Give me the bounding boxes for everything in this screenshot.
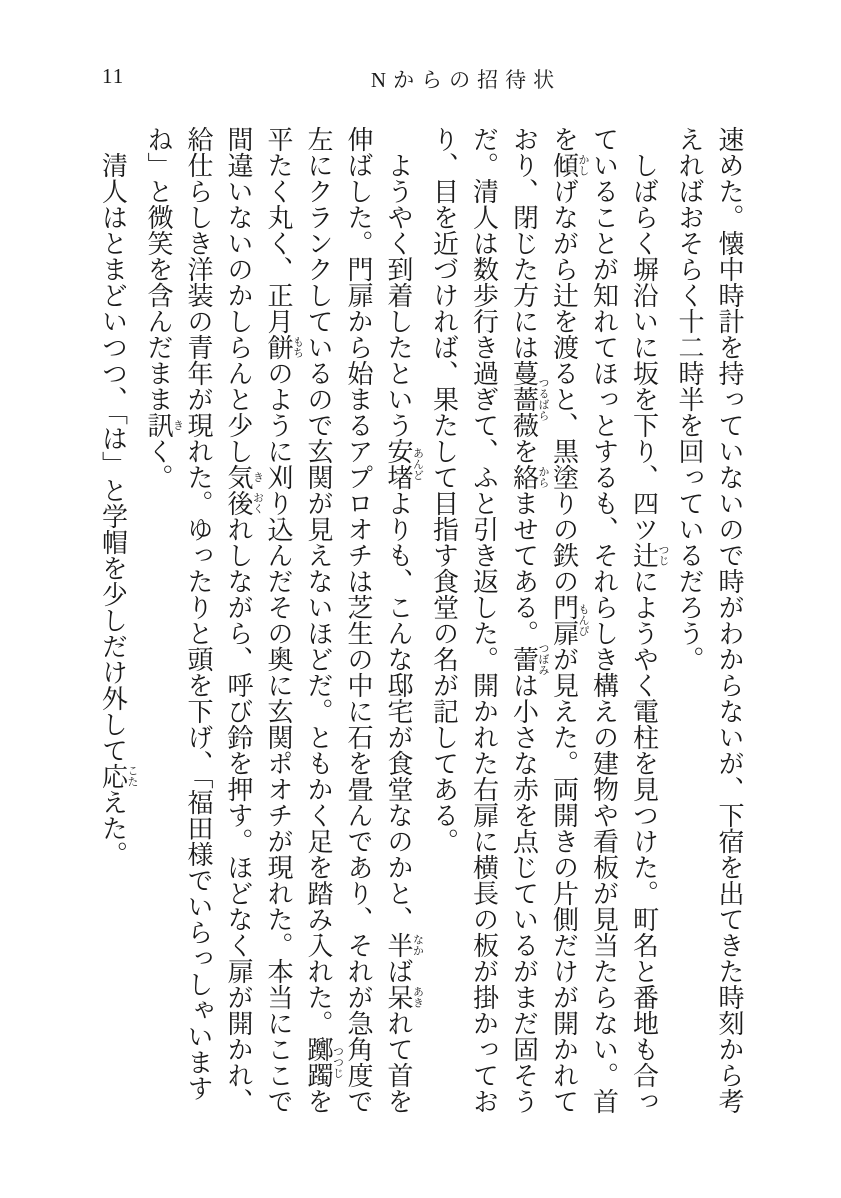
paragraph: ようやく到着したという安堵あんどよりも、こんな邸宅が食堂なのかと、半なかば呆あきれて首を伸ばした。門扉から始まるアプロオチは芝生の中に石を畳んであり、それが急角度で左にクランクしているので玄関が見えないほどだ。ともかく足を踏み入れた。躑躅つつじを平たく丸く、正月餅もちのように刈り込んだその奥に玄関ポオチが現れた。本当にここで間違いないのかしらんと少し気き後おくれしながら、呼び鈴を押す。ほどなく扉が開かれ、給仕らしき洋装の青年が現れた。ゆったりと頭を下げ、「福田様でいらっしゃいますね」と微笑を含んだまま訊きく。	[144, 126, 424, 1114]
ruby-annotated-word: 門扉もんぴ	[549, 594, 589, 646]
ruby-annotated-word: 絡から	[509, 464, 549, 490]
paragraph: 清人はとまどいつつ、「は」と学帽を少しだけ外して応こたえた。	[98, 152, 138, 867]
running-head	[0, 62, 841, 94]
ruby-annotated-word: 辻つじ	[629, 542, 669, 568]
ruby-annotated-word: 応こた	[98, 763, 138, 789]
ruby-annotated-word: 安堵あんど	[384, 438, 424, 490]
ruby-annotated-word: 訊き	[144, 412, 184, 438]
ruby-annotated-word: 傾かし	[549, 152, 589, 178]
ruby-annotated-word: 呆あき	[384, 984, 424, 1010]
text-body	[93, 126, 750, 1116]
running-title: Nからの招待状	[370, 68, 562, 92]
page-number: 11	[102, 64, 125, 88]
ruby-annotated-word: 半なか	[384, 932, 424, 958]
ruby-annotated-word: 後おく	[224, 490, 264, 516]
ruby-annotated-word: 蕾つぼみ	[509, 642, 549, 676]
paragraph: 速めた。懐中時計を持っていないので時がわからないが、下宿を出てきた時刻から考えればおそらく十二時半を回っているだろう。	[675, 126, 744, 1114]
ruby-annotated-word: 気き	[224, 464, 264, 490]
paragraph: しばらく塀沿いに坂を下り、四ツ辻つじにようやく電柱を見つけた。町名と番地も合っていることが知れてほっとするも、それらしき構えの建物や看板が見当たらない。首を傾かしげながら辻を渡ると、黒塗りの鉄の門扉もんぴが見えた。両開きの片側だけが開かれており、閉じた方には蔓薔薇つるばらを絡からませてある。蕾つぼみは小さな赤を点じているがまだ固そうだ。清人は数歩行き過ぎて、ふと引き返した。開かれた右扉に横長の板が掛かっており、目を近づければ、果たして目指す食堂の名が記してある。	[429, 126, 669, 1114]
ruby-annotated-word: 躑躅つつじ	[304, 1036, 344, 1088]
ruby-annotated-word: 餅もち	[264, 334, 304, 360]
ruby-annotated-word: 蔓薔薇つるばら	[509, 360, 549, 438]
